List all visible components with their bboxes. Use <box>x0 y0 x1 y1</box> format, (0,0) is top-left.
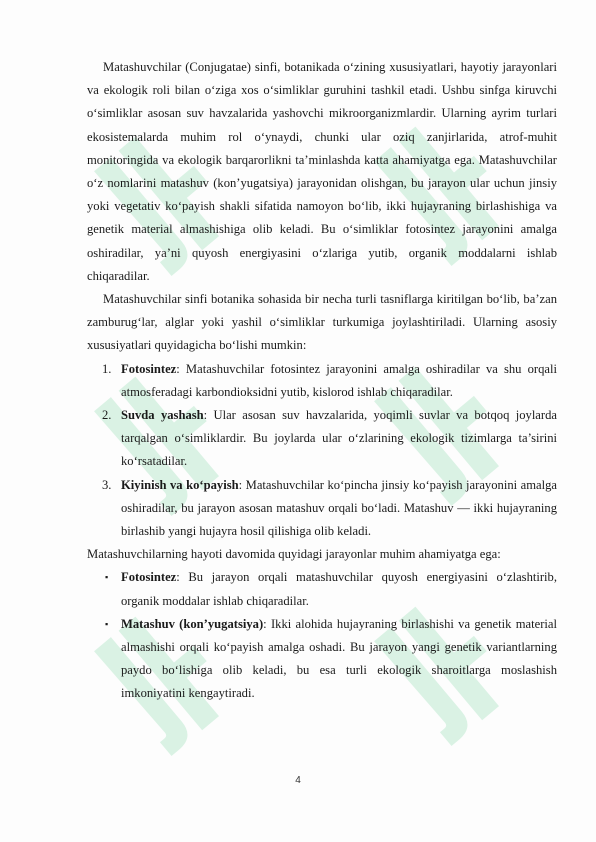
bullet-icon: ▪ <box>105 572 109 583</box>
list-number: 3. <box>102 477 112 492</box>
list-text: : Ular asosan suv havzalarida, yoqimli suvlar va botqoq joylarda tarqalgan o‘simliklardir. Bu joylarda ular o‘zlarining ekologik tizimlarga ta’sirini ko‘rsatadilar. <box>121 408 557 469</box>
list-text: : Bu jarayon orqali matashuvchilar quyosh energiyasini o‘zlashtirib, organik moddalar ishlab chiqaradilar. <box>121 570 557 608</box>
list-text: : Matashuvchilar ko‘pincha jinsiy ko‘payish jarayonini amalga oshiradilar, bu jarayon asosan matashuv orqali bo‘ladi. Matashuv — ikki hujayraning birlashib yangi hujayra hosil qilishiga olib keladi. <box>121 477 557 539</box>
list-number: 1. <box>102 361 112 376</box>
list-term: Matashuv (kon’yugatsiya) <box>121 616 264 631</box>
paragraph-intro: Matashuvchilar (Conjugatae) sinfi, botanikada o‘zining xususiyatlari, hayotiy jarayonlari va ekologik roli bilan o‘ziga xos o‘simliklar guruhini tashkil etadi. Ushbu sinfga kiruvchi o‘simliklar asosan suv havzalarida yashovchi mikroorganizmlardir. Ularning ayrim turlari ekosistemalarda muhim rol o‘ynaydi, chunki ular oziq zanjirlarida, atrof-muhit monitoringida va ekologik barqarorlikni ta’minlashda katta ahamiyatga ega. Matashuvchilar o‘z nomlarini matashuv (kon’yugatsiya) jarayonidan olishgan, bu jarayon ular uchun jinsiy yoki vegetativ ko‘payish shakli sifatida namoyon bo‘lib, ikki hujayraning birlashishiga va genetik material almashishiga olib keladi. Bu o‘simliklar fotosintez jarayonini amalga oshiradilar, ya’ni quyosh energiyasini o‘zlariga yutib, organik moddalarni ishlab chiqaradilar. <box>87 60 557 283</box>
list-term: Suvda yashash <box>121 408 204 423</box>
list-item <box>87 566 557 612</box>
body-text <box>87 56 557 706</box>
list-item <box>87 474 557 544</box>
paragraph-classification: Matashuvchilar sinfi botanika sohasida bir necha turli tasniflarga kiritilgan bo‘lib, ba’zan zamburug‘lar, alglar yoki yashil o‘simliklar turkumiga joylashtiriladi. Ularning asosiy xususiyatlari quyidagicha bo‘lishi mumkin: <box>87 292 557 353</box>
list-term: Kiyinish va ko‘payish <box>121 477 239 492</box>
list-item <box>87 613 557 706</box>
page-number: 4 <box>295 775 301 786</box>
list-item <box>87 358 557 404</box>
list-item <box>87 404 557 474</box>
list-text: : Ikki alohida hujayraning birlashishi va genetik material almashishi orqali ko‘payish amalga oshadi. Bu jarayon yangi genetik variantlarning paydo bo‘lishiga olib keladi, bu esa turli ekologik sharoitlarga moslashish imkoniyatini kengaytiradi. <box>121 616 557 701</box>
paragraph-processes: Matashuvchilarning hayoti davomida quyidagi jarayonlar muhim ahamiyatga ega: <box>87 547 501 562</box>
list-text: : Matashuvchilar fotosintez jarayonini amalga oshiradilar va shu orqali atmosferadagi karbondioksidni yutib, kislorod ishlab chiqaradilar. <box>121 361 557 399</box>
list-number: 2. <box>102 408 112 423</box>
numbered-list <box>87 358 557 544</box>
list-term: Fotosintez <box>121 361 177 376</box>
bullet-list <box>87 566 557 705</box>
list-term: Fotosintez <box>121 570 177 585</box>
bullet-icon: ▪ <box>105 618 109 629</box>
